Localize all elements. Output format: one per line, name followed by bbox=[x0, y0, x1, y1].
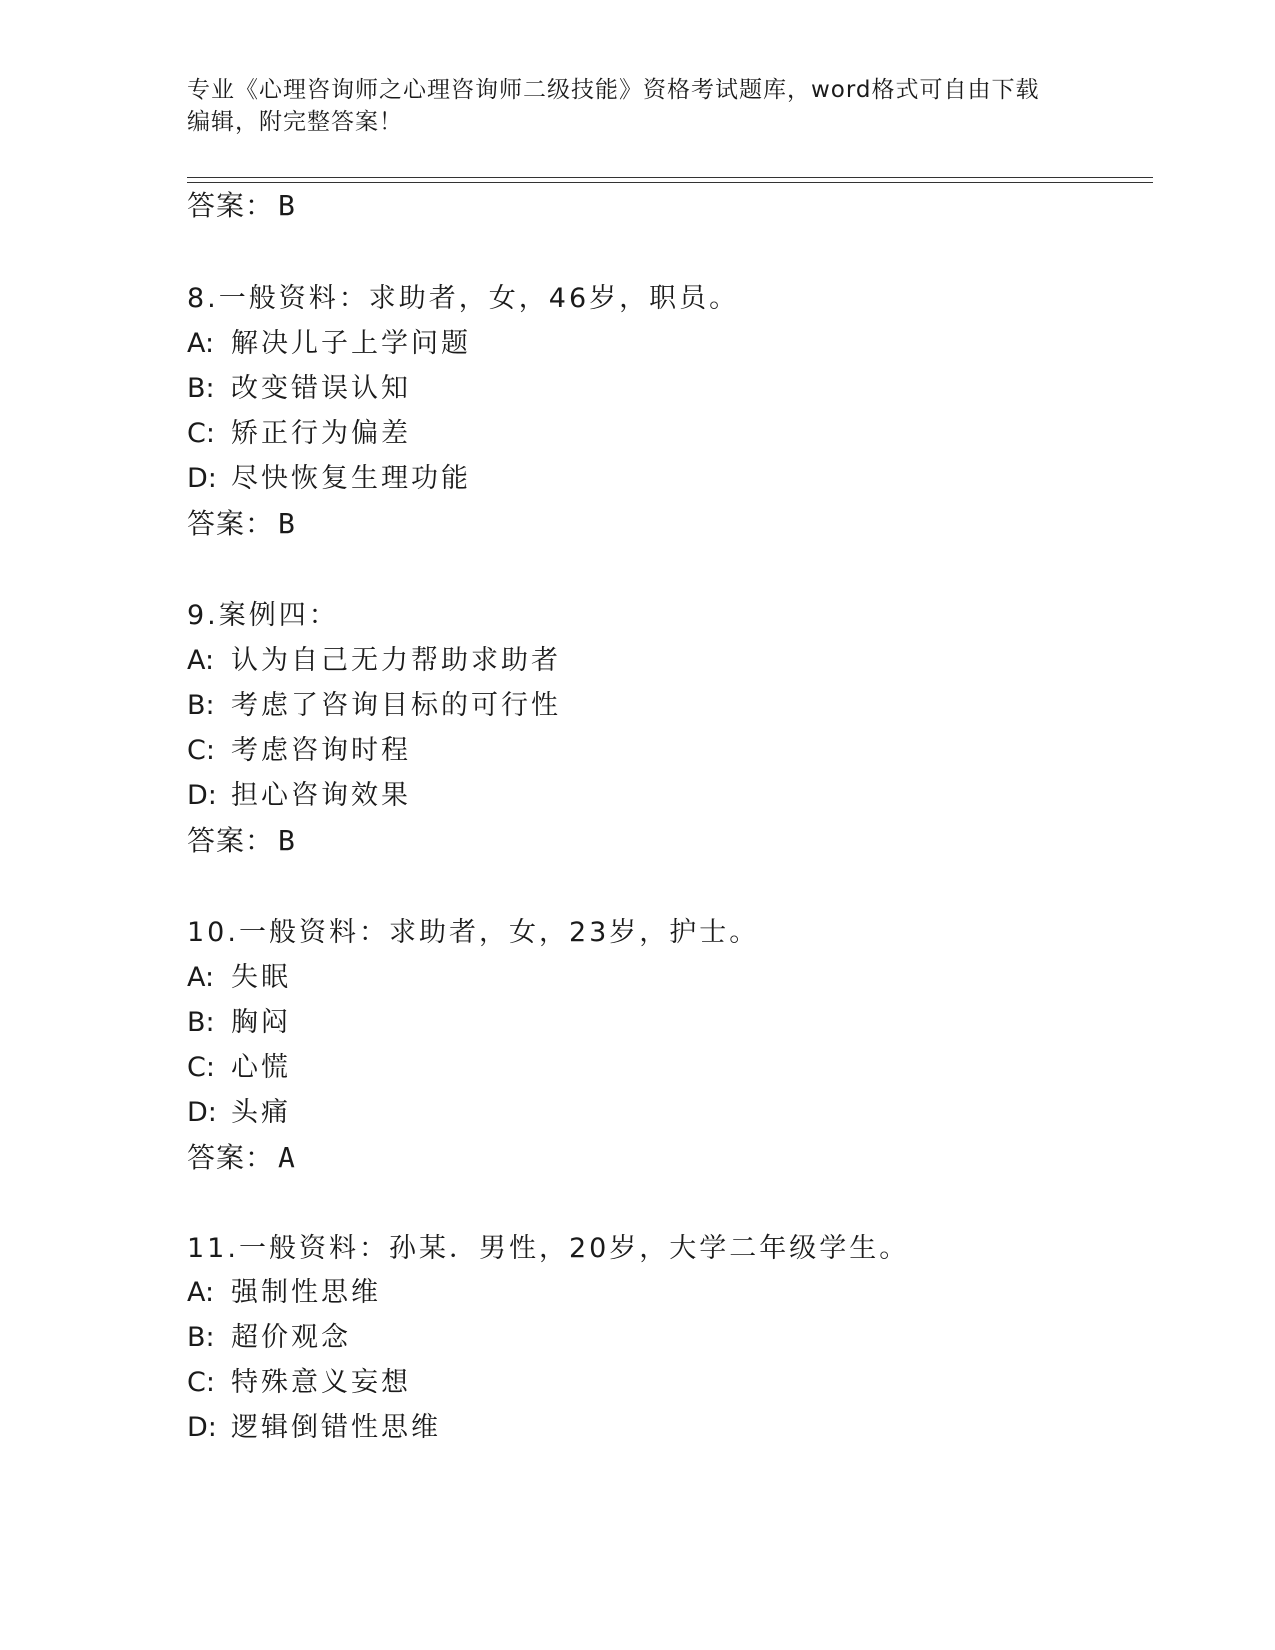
option-a bbox=[187, 327, 471, 361]
option-letter: D: bbox=[187, 1097, 217, 1128]
question-stem: 10.一般资料：求助者，女，23岁，护士。 bbox=[187, 917, 760, 948]
answer-value: B bbox=[278, 189, 296, 222]
answer-label: 答案： bbox=[187, 824, 275, 857]
option-text: 考虑了咨询目标的可行性 bbox=[231, 690, 561, 721]
option-c bbox=[187, 1051, 291, 1085]
option-b bbox=[187, 1006, 291, 1040]
answer-value: B bbox=[278, 824, 296, 857]
answer-label: 答案： bbox=[187, 1141, 275, 1174]
option-b bbox=[187, 372, 411, 406]
option-b bbox=[187, 1321, 351, 1355]
question-stem: 11.一般资料：孙某．男性，20岁，大学二年级学生。 bbox=[187, 1233, 910, 1264]
document-header bbox=[187, 74, 1087, 138]
answer-value: B bbox=[278, 507, 296, 540]
option-c bbox=[187, 1366, 411, 1400]
header-divider-bottom bbox=[187, 182, 1153, 183]
option-letter: C: bbox=[187, 418, 215, 449]
option-letter: B: bbox=[187, 690, 215, 721]
option-letter: C: bbox=[187, 735, 215, 766]
answer-line bbox=[187, 507, 296, 541]
option-text: 担心咨询效果 bbox=[231, 780, 411, 811]
option-letter: A: bbox=[187, 1277, 215, 1308]
option-text: 特殊意义妄想 bbox=[231, 1367, 411, 1398]
header-divider-top bbox=[187, 177, 1153, 178]
option-text: 解决儿子上学问题 bbox=[231, 328, 471, 359]
option-d bbox=[187, 1096, 291, 1130]
option-text: 改变错误认知 bbox=[231, 373, 411, 404]
option-a bbox=[187, 644, 561, 678]
option-text: 失眠 bbox=[231, 962, 291, 993]
option-letter: D: bbox=[187, 780, 217, 811]
option-letter: A: bbox=[187, 962, 215, 993]
option-text: 逻辑倒错性思维 bbox=[231, 1412, 441, 1443]
header-line-2: 编辑，附完整答案！ bbox=[187, 109, 403, 135]
answer-label: 答案： bbox=[187, 507, 275, 540]
option-text: 考虑咨询时程 bbox=[231, 735, 411, 766]
option-d bbox=[187, 462, 471, 496]
option-a bbox=[187, 961, 291, 995]
header-line-1: 专业《心理咨询师之心理咨询师二级技能》资格考试题库，word格式可自由下载 bbox=[187, 77, 1040, 103]
option-letter: A: bbox=[187, 645, 215, 676]
question-stem: 9.案例四： bbox=[187, 600, 339, 631]
option-text: 超价观念 bbox=[231, 1322, 351, 1353]
answer-label: 答案： bbox=[187, 189, 275, 222]
answer-line bbox=[187, 1141, 296, 1175]
option-letter: B: bbox=[187, 1322, 215, 1353]
option-letter: D: bbox=[187, 463, 217, 494]
answer-line bbox=[187, 189, 296, 223]
option-letter: A: bbox=[187, 328, 215, 359]
option-a bbox=[187, 1276, 381, 1310]
option-letter: B: bbox=[187, 1007, 215, 1038]
option-b bbox=[187, 689, 561, 723]
option-c bbox=[187, 734, 411, 768]
option-c bbox=[187, 417, 411, 451]
option-letter: D: bbox=[187, 1412, 217, 1443]
answer-line bbox=[187, 824, 296, 858]
option-text: 矫正行为偏差 bbox=[231, 418, 411, 449]
option-text: 尽快恢复生理功能 bbox=[231, 463, 471, 494]
option-text: 胸闷 bbox=[231, 1007, 291, 1038]
option-text: 头痛 bbox=[231, 1097, 291, 1128]
option-d bbox=[187, 1411, 441, 1445]
option-text: 认为自己无力帮助求助者 bbox=[231, 645, 561, 676]
option-d bbox=[187, 779, 411, 813]
question-stem: 8.一般资料：求助者，女，46岁，职员。 bbox=[187, 283, 740, 314]
option-letter: C: bbox=[187, 1367, 215, 1398]
option-letter: B: bbox=[187, 373, 215, 404]
option-letter: C: bbox=[187, 1052, 215, 1083]
answer-value: A bbox=[278, 1141, 296, 1174]
option-text: 心慌 bbox=[231, 1052, 291, 1083]
option-text: 强制性思维 bbox=[231, 1277, 381, 1308]
